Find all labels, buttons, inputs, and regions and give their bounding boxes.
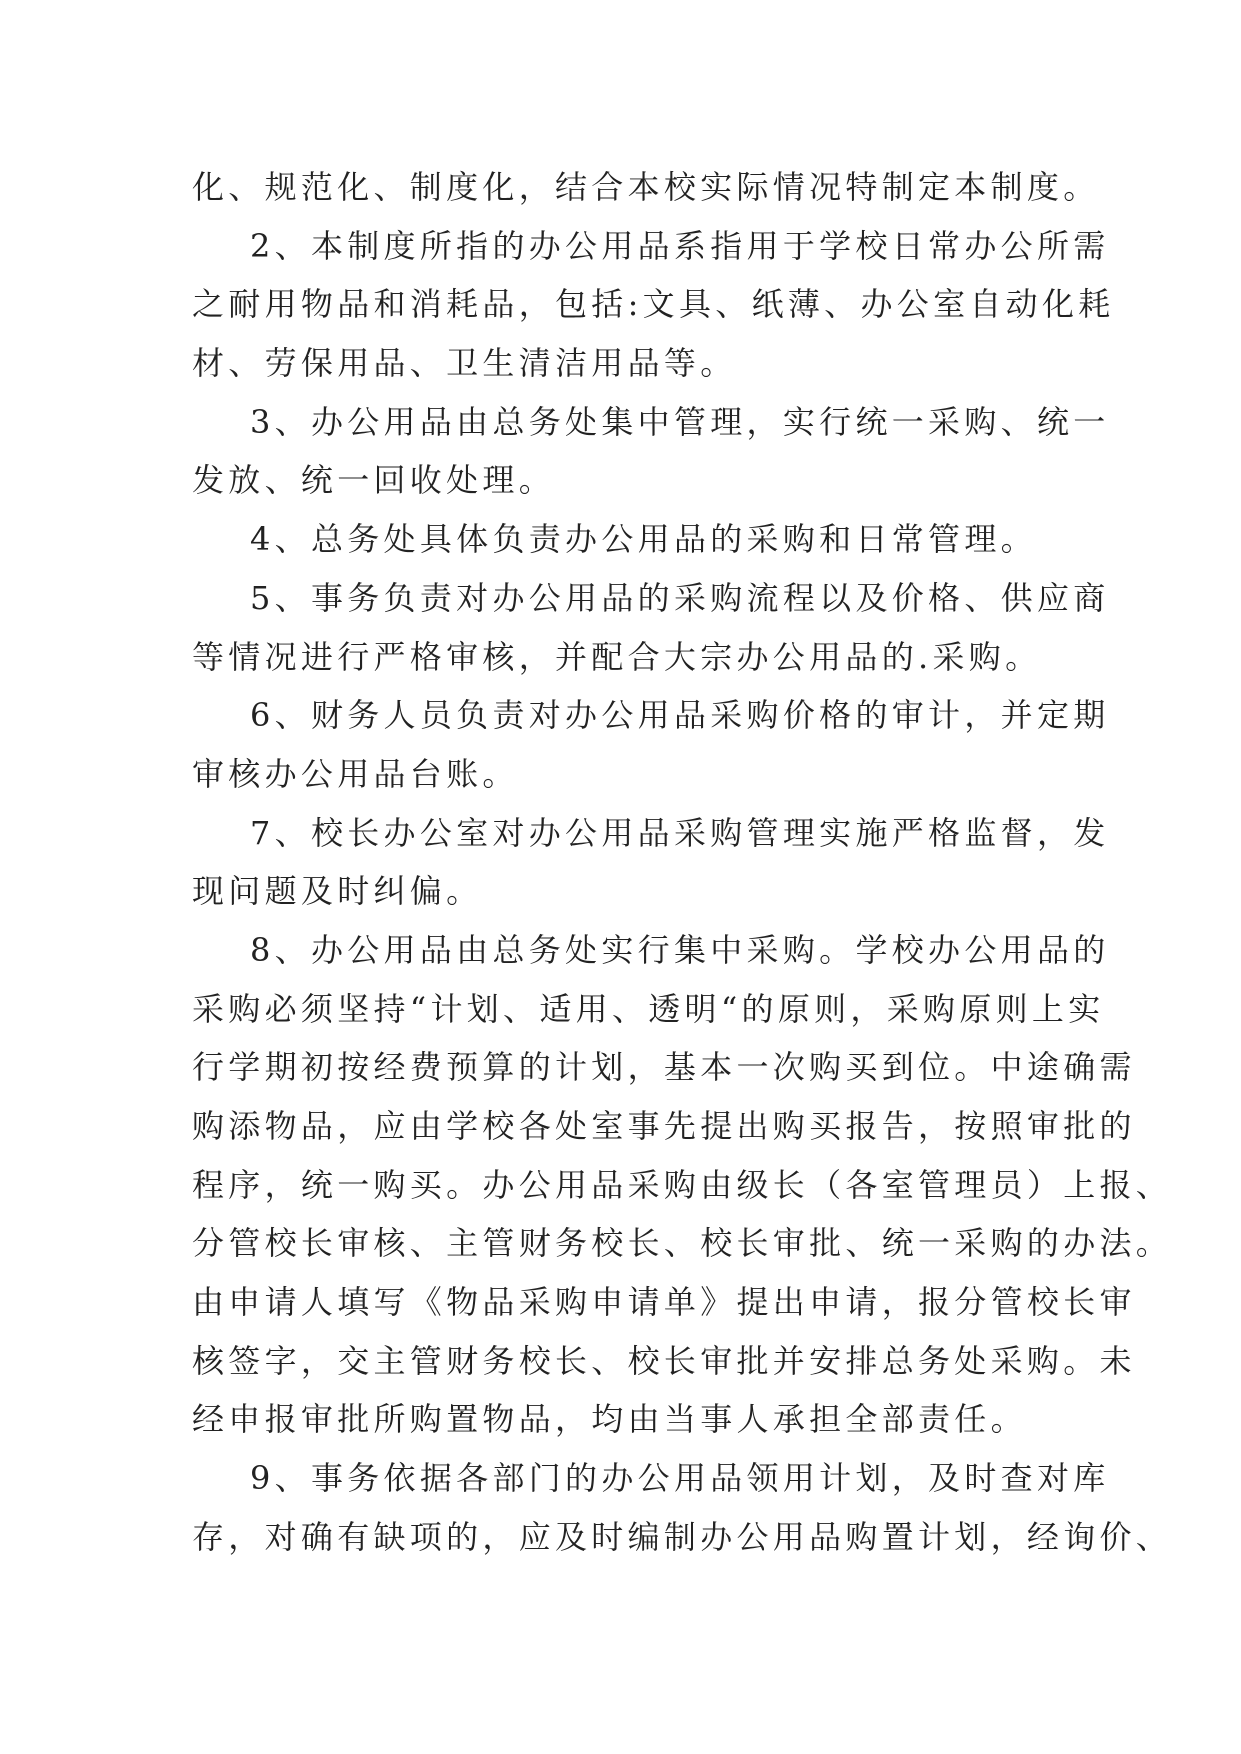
text-line: 存，对确有缺项的，应及时编制办公用品购置计划，经询价、 <box>192 1517 1173 1556</box>
text-line: 7、校长办公室对办公用品采购管理实施严格监督，发 <box>250 813 1110 852</box>
text-line: 经申报审批所购置物品，均由当事人承担全部责任。 <box>192 1400 1027 1439</box>
text-line: 3、办公用品由总务处集中管理，实行统一采购、统一 <box>250 402 1110 441</box>
document-body <box>192 158 1173 1567</box>
text-line: 6、财务人员负责对办公用品采购价格的审计，并定期 <box>250 696 1110 735</box>
text-line: 采购必须坚持“计划、适用、透明“的原则，采购原则上实 <box>192 989 1105 1028</box>
text-line: 等情况进行严格审核，并配合大宗办公用品的.采购。 <box>192 637 1042 676</box>
text-line: 审核办公用品台账。 <box>192 754 519 793</box>
text-line: 材、劳保用品、卫生清洁用品等。 <box>192 344 737 383</box>
text-line: 8、办公用品由总务处实行集中采购。学校办公用品的 <box>250 930 1110 969</box>
text-line: 5、事务负责对办公用品的采购流程以及价格、供应商 <box>250 578 1110 617</box>
text-line: 之耐用物品和消耗品，包括:文具、纸薄、办公室自动化耗 <box>192 285 1115 324</box>
text-line: 9、事务依据各部门的办公用品领用计划，及时查对库 <box>250 1459 1110 1498</box>
text-line: 行学期初按经费预算的计划，基本一次购买到位。中途确需 <box>192 1048 1136 1087</box>
text-line: 由申请人填写《物品采购申请单》提出申请，报分管校长审 <box>192 1283 1136 1322</box>
text-line: 购添物品，应由学校各处室事先提出购买报告，按照审批的 <box>192 1107 1136 1145</box>
text-line: 4、总务处具体负责办公用品的采购和日常管理。 <box>250 520 1037 559</box>
text-line: 分管校长审核、主管财务校长、校长审批、统一采购的办法。 <box>192 1224 1173 1263</box>
text-line: 2、本制度所指的办公用品系指用于学校日常办公所需 <box>250 226 1110 265</box>
text-line: 化、规范化、制度化，结合本校实际情况特制定本制度。 <box>192 168 1100 206</box>
text-line: 程序，统一购买。办公用品采购由级长（各室管理员）上报、 <box>192 1165 1173 1204</box>
text-line: 核签字，交主管财务校长、校长审批并安排总务处采购。未 <box>192 1341 1136 1380</box>
text-line: 发放、统一回收处理。 <box>192 461 556 500</box>
text-line: 现问题及时纠偏。 <box>192 872 483 911</box>
